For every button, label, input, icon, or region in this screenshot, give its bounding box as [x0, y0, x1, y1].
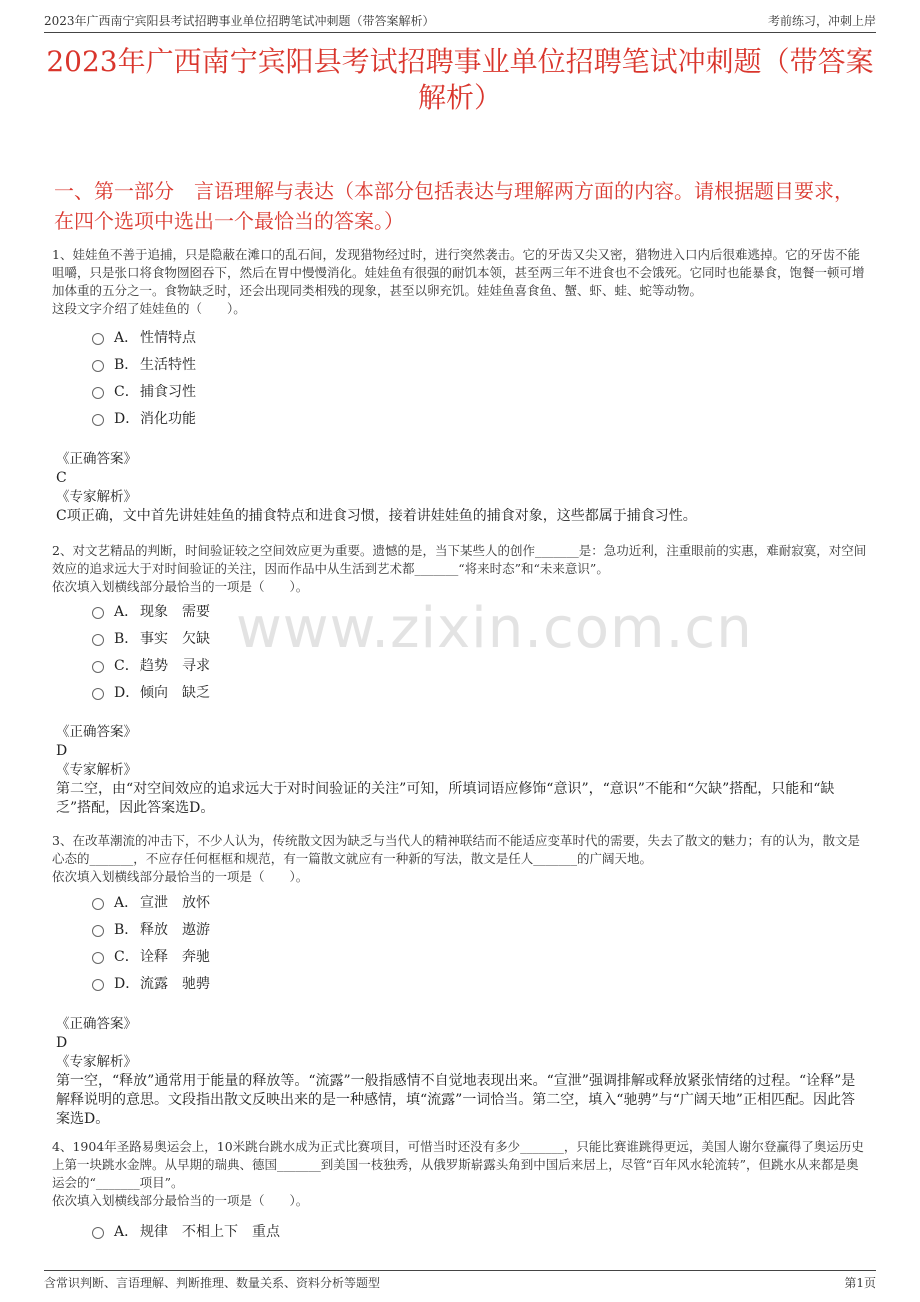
header-slogan: 考前练习，冲刺上岸 — [767, 14, 876, 28]
radio-icon[interactable] — [92, 634, 104, 646]
question-prompt: 依次填入划横线部分最恰当的一项是（ ）。 — [52, 579, 309, 594]
radio-icon[interactable] — [92, 952, 104, 964]
analysis-label: 《专家解析》 — [56, 1054, 137, 1070]
question-text: 2、对文艺精品的判断，时间验证较之空间效应更为重要。遗憾的是，当下某些人的创作_______是：急功近利，注重眼前的实惠，难耐寂寞，对空间效应的追求远大于对时间验证的关注，因而作品中从生活到艺术都_______“将来时态”和“未来意识”。 — [52, 543, 867, 576]
radio-icon[interactable] — [92, 898, 104, 910]
question-3-answer — [56, 1015, 864, 1129]
option-c[interactable]: C． 诠释 奔驰 — [92, 942, 210, 969]
watermark: www.zixin.com.cn — [236, 596, 753, 661]
radio-icon[interactable] — [92, 979, 104, 991]
option-d[interactable]: D． 消化功能 — [92, 404, 196, 431]
question-1-options — [92, 323, 196, 431]
analysis-label: 《专家解析》 — [56, 489, 137, 505]
radio-icon[interactable] — [92, 1227, 104, 1239]
question-text: 1、娃娃鱼不善于追捕，只是隐蔽在滩口的乱石间，发现猎物经过时，进行突然袭击。它的牙齿又尖又密，猎物进入口内后很难逃掉。它的牙齿不能咀嚼，只是张口将食物囫囵吞下，然后在胃中慢慢消化。娃娃鱼有很强的耐饥本领，甚至两三年不进食也不会饿死。它同时也能暴食，饱餐一顿可增加体重的五分之一。食物缺乏时，还会出现同类相残的现象，甚至以卵充饥。娃娃鱼喜食鱼、蟹、虾、蛙、蛇等动物。 — [52, 247, 865, 298]
answer-label: 《正确答案》 — [56, 451, 137, 467]
option-c[interactable]: C． 趋势 寻求 — [92, 651, 210, 678]
radio-icon[interactable] — [92, 688, 104, 700]
page-footer — [44, 1270, 876, 1294]
radio-icon[interactable] — [92, 661, 104, 673]
question-3-options — [92, 888, 210, 996]
option-d[interactable]: D． 倾向 缺乏 — [92, 678, 210, 705]
radio-icon[interactable] — [92, 414, 104, 426]
question-3 — [52, 832, 868, 886]
page-header — [44, 12, 876, 33]
footer-topics: 含常识判断、言语理解、判断推理、数量关系、资料分析等题型 — [44, 1276, 381, 1290]
option-b[interactable]: B． 释放 遨游 — [92, 915, 210, 942]
answer-label: 《正确答案》 — [56, 724, 137, 740]
question-1 — [52, 246, 868, 318]
option-d[interactable]: D． 流露 驰骋 — [92, 969, 210, 996]
option-a[interactable]: A． 现象 需要 — [92, 597, 210, 624]
option-a[interactable]: A． 规律 不相上下 重点 — [92, 1217, 280, 1244]
answer-value: C — [56, 470, 67, 486]
question-prompt: 依次填入划横线部分最恰当的一项是（ ）。 — [52, 1193, 309, 1208]
question-text: 4、1904年圣路易奥运会上，10米跳台跳水成为正式比赛项目，可惜当时还没有多少_______，只能比赛谁跳得更远，美国人谢尔登赢得了奥运历史上第一块跳水金牌。从早期的瑞典、德国_______到美国一枝独秀，从俄罗斯崭露头角到中国后来居上，尽管“百年风水轮流转”，但跳水从来都是奥运会的“_______项目”。 — [52, 1139, 864, 1190]
question-prompt: 这段文字介绍了娃娃鱼的（ ）。 — [52, 301, 246, 316]
question-prompt: 依次填入划横线部分最恰当的一项是（ ）。 — [52, 869, 309, 884]
analysis-text: 第二空，由“对空间效应的追求远大于对时间验证的关注”可知，所填词语应修饰“意识”，“意识”不能和“欠缺”搭配，只能和“缺乏”搭配，因此答案选D。 — [56, 781, 835, 816]
option-a[interactable]: A． 性情特点 — [92, 323, 196, 350]
radio-icon[interactable] — [92, 360, 104, 372]
page-number: 第1页 — [844, 1276, 876, 1290]
section-heading: 一、第一部分 言语理解与表达（本部分包括表达与理解两方面的内容。请根据题目要求，在四个选项中选出一个最恰当的答案。） — [54, 179, 854, 233]
radio-icon[interactable] — [92, 333, 104, 345]
answer-value: D — [56, 1035, 68, 1051]
option-a[interactable]: A． 宣泄 放怀 — [92, 888, 210, 915]
question-2-options — [92, 597, 210, 705]
question-1-answer — [56, 450, 864, 526]
radio-icon[interactable] — [92, 607, 104, 619]
analysis-text: 第一空，“释放”通常用于能量的释放等。“流露”一般指感情不自觉地表现出来。“宣泄”强调排解或释放紧张情绪的过程。“诠释”是解释说明的意思。文段指出散文反映出来的是一种感情，填“流露”一词恰当。第二空，填入“驰骋”与“广阔天地”正相匹配。因此答案选D。 — [56, 1073, 856, 1127]
header-doc-title: 2023年广西南宁宾阳县考试招聘事业单位招聘笔试冲刺题（带答案解析） — [44, 14, 435, 28]
option-b[interactable]: B． 生活特性 — [92, 350, 196, 377]
option-c[interactable]: C． 捕食习性 — [92, 377, 196, 404]
radio-icon[interactable] — [92, 925, 104, 937]
question-text: 3、在改革潮流的冲击下，不少人认为，传统散文因为缺乏与当代人的精神联结而不能适应变革时代的需要，失去了散文的魅力；有的认为，散文是心态的_______，不应存任何框框和规范，有一篇散文就应有一种新的写法，散文是任人_______的广阔天地。 — [52, 833, 860, 866]
analysis-text: C项正确，文中首先讲娃娃鱼的捕食特点和进食习惯，接着讲娃娃鱼的捕食对象，这些都属于捕食习性。 — [56, 508, 697, 524]
analysis-label: 《专家解析》 — [56, 762, 137, 778]
option-b[interactable]: B． 事实 欠缺 — [92, 624, 210, 651]
question-4-options — [92, 1217, 280, 1244]
question-2-answer — [56, 723, 864, 818]
question-2 — [52, 542, 868, 596]
question-4 — [52, 1138, 868, 1210]
radio-icon[interactable] — [92, 387, 104, 399]
document-title: 2023年广西南宁宾阳县考试招聘事业单位招聘笔试冲刺题（带答案解析） — [46, 45, 874, 114]
answer-label: 《正确答案》 — [56, 1016, 137, 1032]
answer-value: D — [56, 743, 68, 759]
